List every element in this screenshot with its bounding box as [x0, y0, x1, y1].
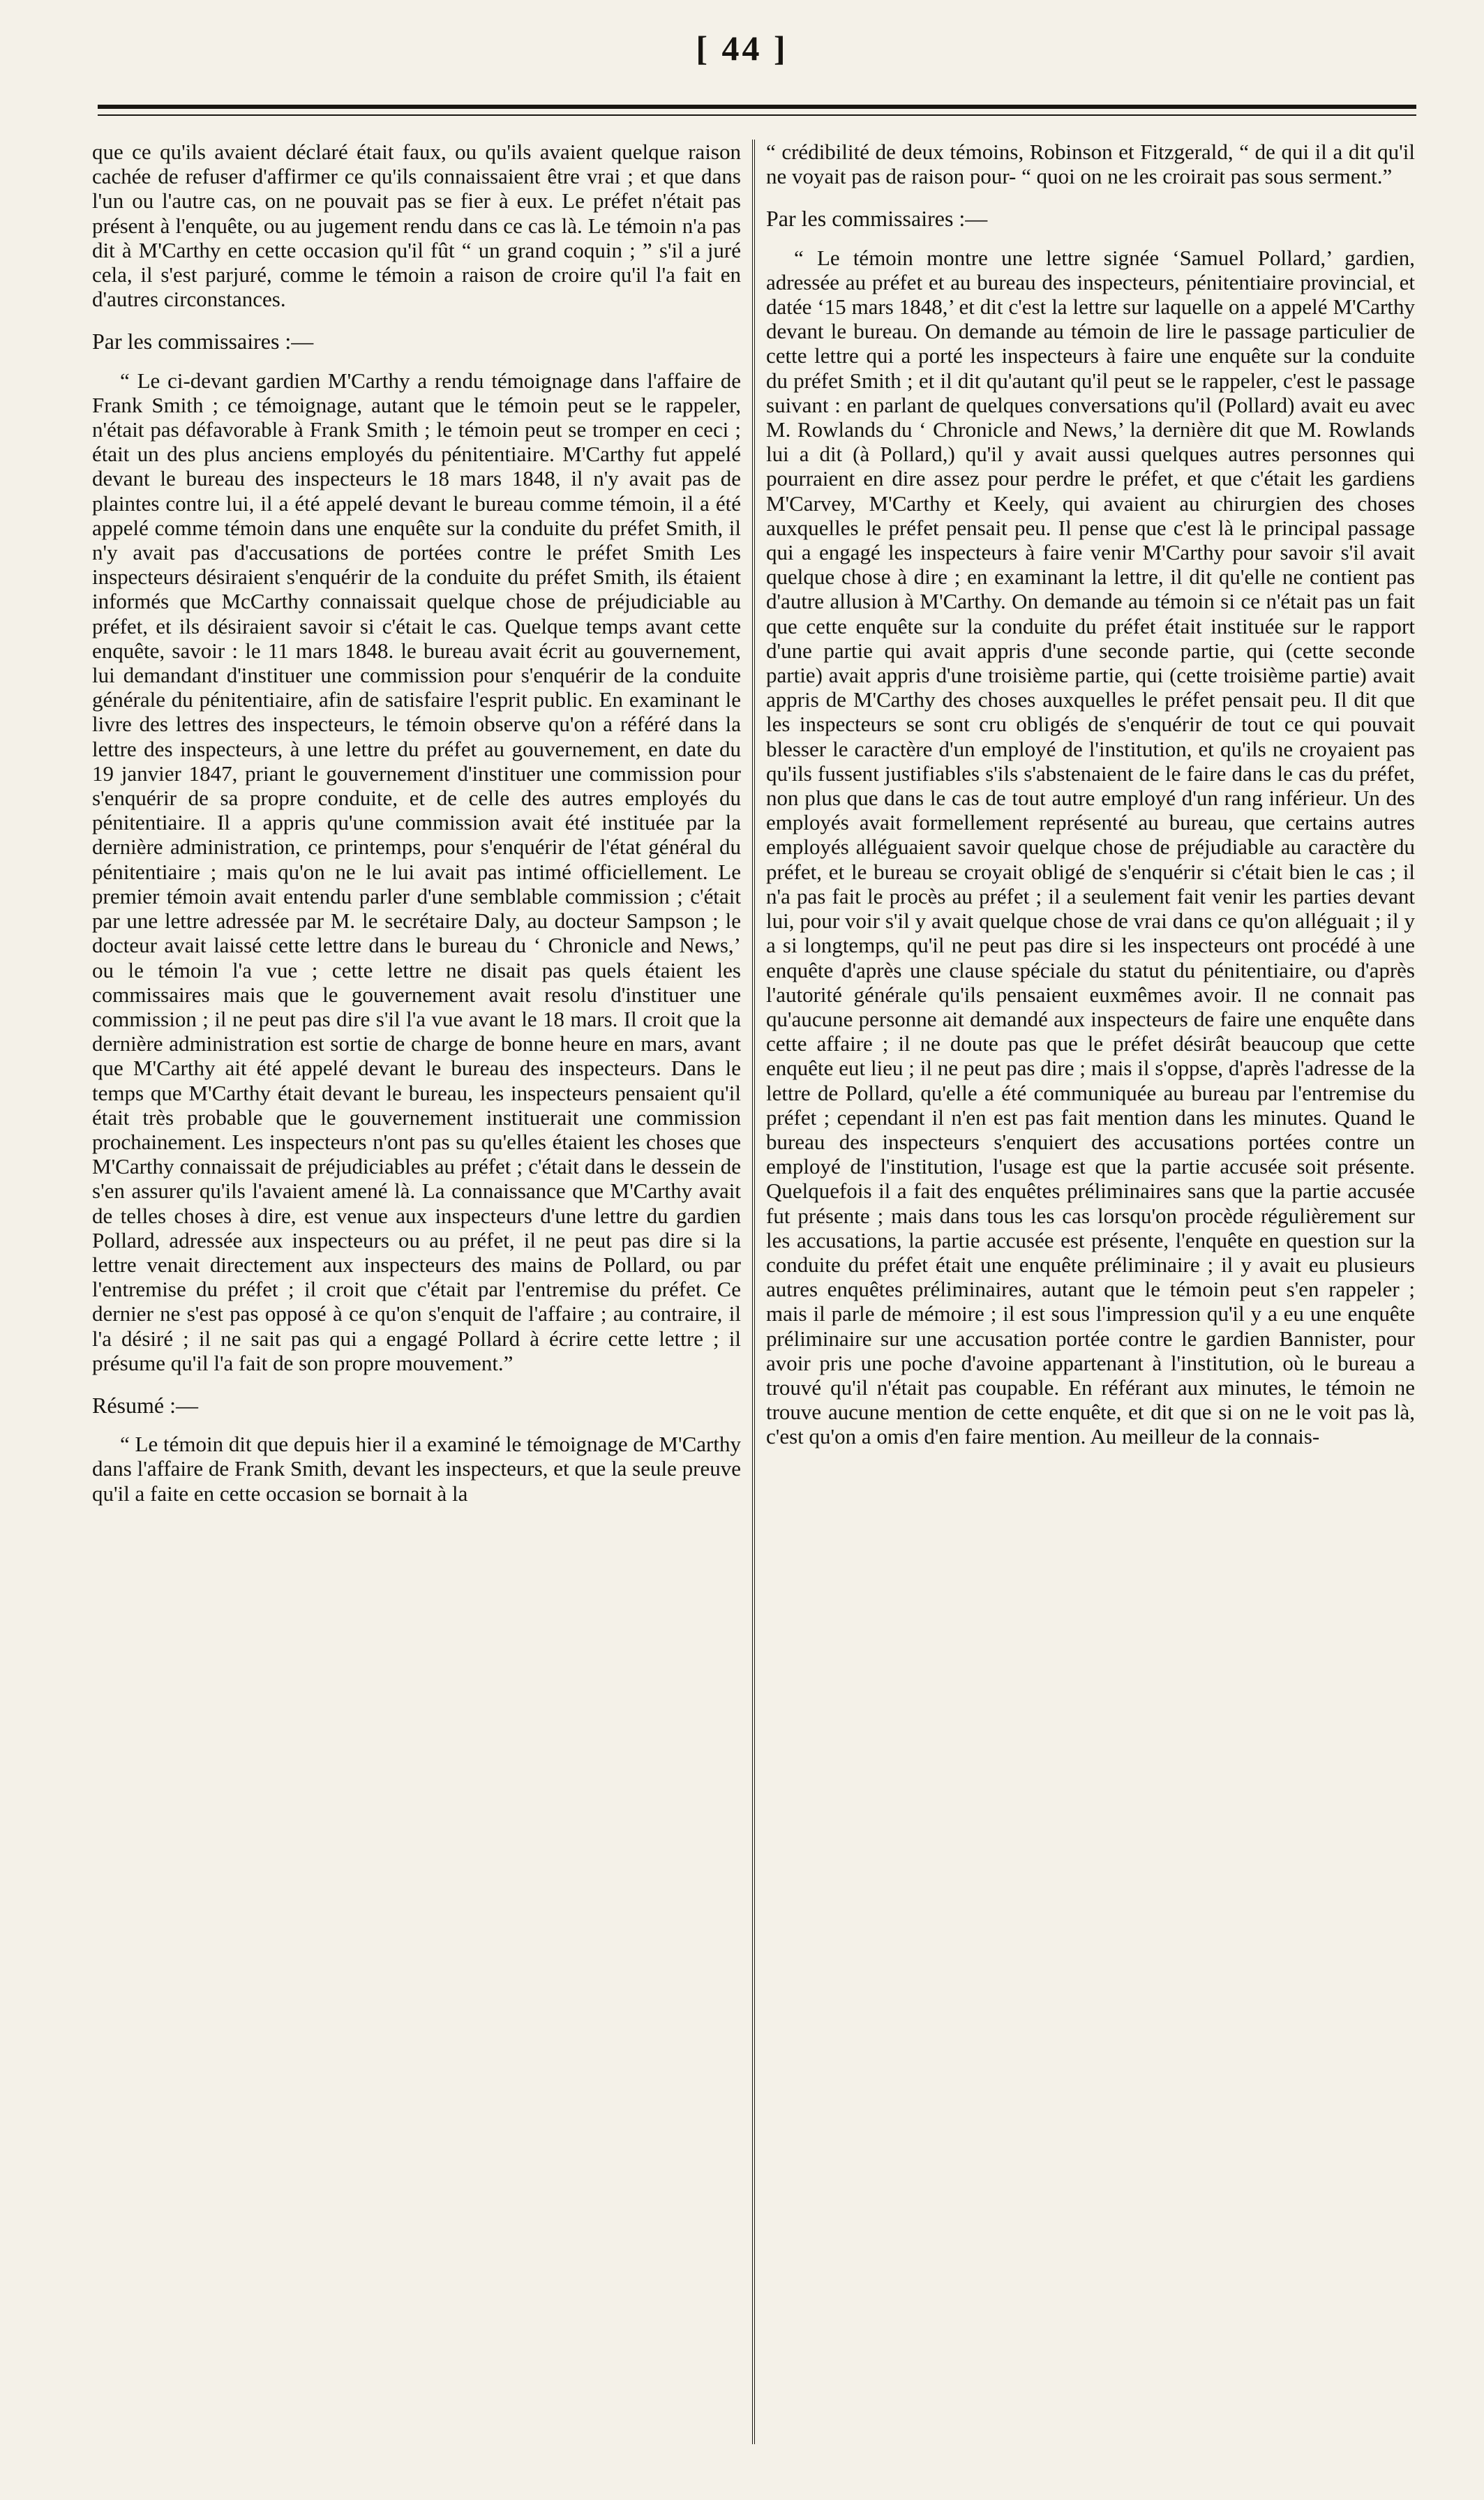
paragraph: “ crédibilité de deux témoins, Robinson et Fitzgerald, “ de qui il a dit qu'il ne voyait pas de raison pour- “ quoi on ne les croirait pas sous serment.”	[766, 140, 1415, 189]
paragraph: que ce qu'ils avaient déclaré était faux, ou qu'ils avaient quelque raison cachée de refuser d'affirmer ce qu'ils connaissaient être vrai ; et que dans l'un ou l'autre cas, on ne pouvait pas se fier à eux. Le préfet n'était pas présent à l'enquête, ou au jugement rendu dans ce cas là. Le témoin n'a pas dit à M'Carthy en cette occasion qu'il fût “ un grand coquin ; ” s'il a juré cela, il s'est parjuré, comme le témoin a raison de croire qu'il l'a fait en d'autres circonstances.	[92, 140, 741, 312]
right-column	[766, 140, 1415, 2444]
quoted-testimony: “ Le ci-devant gardien M'Carthy a rendu témoignage dans l'affaire de Frank Smith ; ce témoignage, autant que le témoin peut se le rappeler, n'était pas défavorable à Frank Smith ; le témoin peut se tromper en ceci ; était un des plus anciens employés du pénitentiaire. M'Carthy fut appelé devant le bureau des inspecteurs le 18 mars 1848, il n'y avait pas de plaintes contre lui, il a été appelé devant le bureau comme témoin, il a été appelé comme témoin dans une enquête sur la conduite du préfet Smith, il n'y avait pas d'accusations de portées contre le préfet Smith Les inspecteurs désiraient s'enquérir de la conduite du préfet Smith, ils étaient informés que McCarthy connaissait quelque chose de préjudiciable au préfet, et ils désiraient savoir si c'était le cas. Quelque temps avant cette enquête, savoir : le 11 mars 1848. le bureau avait écrit au gouvernement, lui demandant d'instituer une commission pour s'enquérir de la conduite générale du pénitentiaire, afin de satisfaire l'esprit public. En examinant le livre des lettres des inspecteurs, le témoin observe qu'on a référé dans la lettre des inspecteurs, à une lettre du préfet au gouvernement, en date du 19 janvier 1847, priant le gouvernement d'instituer une commission pour s'enquérir de sa propre conduite, et de celle des autres employés du pénitentiaire. Il a appris qu'une commission avait été instituée par la dernière administration, ce printemps, pour s'enquérir de l'état général du pénitentiaire ; mais qu'on ne le lui avait pas intimé officiellement. Le premier témoin avait entendu parler d'une semblable commission ; c'était par une lettre adressée par M. le secrétaire Daly, au docteur Sampson ; le docteur avait laissé cette lettre dans le bureau du ‘ Chronicle and News,’ ou le témoin l'a vue ; cette lettre ne disait pas quels étaient les commissaires mais que le gouvernement avait resolu d'instituer une commission ; il ne peut pas dire s'il l'a vue avant le 18 mars. Il croit que la dernière administration est sortie de charge de bonne heure en mars, avant que M'Carthy ait été appelé devant le bureau des inspecteurs. Dans le temps que M'Carthy était devant le bureau, les inspecteurs pensaient qu'il était très probable que le gouvernement instituerait une commission prochainement. Les inspecteurs n'ont pas su qu'elles étaient les choses que M'Carthy connaissait de préjudiciables au préfet ; c'était dans le dessein de s'en assurer qu'ils l'avaient amené là. La connaissance que M'Carthy avait de telles choses à dire, est venue aux inspecteurs d'une lettre du gardien Pollard, adressée aux inspecteurs ou au préfet, il ne peut pas dire si la lettre venait directement aux inspecteurs des mains de Pollard, ou par l'entremise du préfet ; il croit que c'était par l'entremise du préfet. Ce dernier ne s'est pas opposé à ce qu'on s'enquit de l'affaire ; au contraire, il l'a désiré ; il ne sait pas qui a engagé Pollard à écrire cette lettre ; il présume qu'il l'a fait de son propre mouvement.”	[92, 368, 741, 1375]
section-heading: Résumé :—	[92, 1392, 198, 1418]
quoted-testimony: “ Le témoin montre une lettre signée ‘Samuel Pollard,’ gardien, adressée au préfet et au bureau des inspecteurs, pénitentiaire provincial, et datée ‘15 mars 1848,’ et dit c'est la lettre sur laquelle on a appelé M'Carthy devant le bureau. On demande au témoin de lire le passage particulier de cette lettre qui a porté les inspecteurs à faire une enquête sur la conduite du préfet Smith ; et il dit qu'autant qu'il peut se le rappeler, c'est le passage suivant : en parlant de quelques conversations qu'il (Pollard) avait eu avec M. Rowlands du ‘ Chronicle and News,’ la dernière dit que M. Rowlands lui a dit (à Pollard,) qu'il y avait aussi quelques autres personnes qui pourraient en dire assez pour perdre le préfet, et que c'était les gardiens M'Carvey, M'Carthy et Keely, qui avaient au chirurgien des choses auxquelles le préfet pensait peu. Il pense que c'est là le principal passage qui a engagé les inspecteurs à faire venir M'Carthy pour savoir s'il avait quelque chose à dire ; en examinant la lettre, il dit qu'elle ne contient pas d'autre allusion à M'Carthy. On demande au témoin si ce n'était pas un fait que cette enquête sur la conduite du préfet était instituée sur le rapport d'une partie qui avait appris d'une seconde partie, qui (cette seconde partie) avait appris d'une troisième partie, qui (cette troisième partie) avait appris de M'Carthy des choses auxquelles le préfet pensait peu. Il dit que les inspecteurs se sont cru obligés de s'enquérir de tout ce qui pouvait blesser le caractère d'un employé de l'institution, et qu'ils ne croyaient pas qu'ils fussent justifiables s'ils s'abstenaient de le faire dans le cas du préfet, non plus que dans le cas de tout autre employé d'un rang inférieur. Un des employés avait formellement représenté au bureau, que certains autres employés alléguaient savoir quelque chose de préjudiable au caractère du préfet, et le bureau se croyait obligé de s'enquérir si c'était bien le cas ; il n'a pas fait le procès au préfet ; il a seulement fait venir les parties devant lui, pour voir s'il y avait quelque chose de vrai dans ce qu'on alléguait ; il y a si longtemps, qu'il ne peut pas dire si les inspecteurs ont procédé à une enquête d'après une clause spéciale du statut du pénitentiaire, ou d'après l'autorité générale qu'ils pensaient euxmêmes avoir. Il ne connait pas qu'aucune personne ait demandé aux inspecteurs de faire une enquête dans cette affaire ; il ne doute pas que le préfet désirât beaucoup que cette enquête eut lieu ; il ne peut pas dire ; mais il s'oppse, d'après l'adresse de la lettre de Pollard, qu'elle a été communiquée au bureau par l'entremise du préfet ; cependant il n'en est pas fait mention dans les minutes. Quand le bureau des inspecteurs s'enquiert des accusations portées contre un employé de l'institution, l'usage est que la partie accusée soit présente. Quelquefois il a fait des enquêtes préliminaires sans que la partie accusée fut présente ; mais dans tous les cas lorsqu'on procède régulièrement sur les accusations, la partie accusée est présente, l'enquête en question sur la conduite du préfet était une enquête préliminaire ; il y avait eu plusieurs autres enquêtes préliminaires, autant que le témoin peut s'en rappeler ; mais il parle de mémoire ; il est sous l'impression qu'il y a eu une enquête préliminaire sur une accusation portée contre le gardien Bannister, pour avoir pris une poche d'avoine appartenant à l'institution, où le bureau a trouvé qu'il n'était pas coupable. En référant aux minutes, le témoin ne trouve aucune mention de cette enquête, et dit que si on ne le voit pas là, c'est qu'on a omis d'en faire mention. Au meilleur de la connais-	[766, 245, 1415, 1449]
quoted-testimony: “ Le témoin dit que depuis hier il a examiné le témoignage de M'Carthy dans l'affaire de Frank Smith, devant les inspecteurs, et que la seule preuve qu'il a faite en cette occasion se bornait à la	[92, 1432, 741, 1506]
left-column	[92, 140, 741, 2444]
column-divider	[752, 140, 755, 2444]
section-heading: Par les commissaires :—	[92, 329, 314, 354]
section-heading: Par les commissaires :—	[766, 206, 988, 232]
page-number: [ 44 ]	[696, 29, 788, 68]
header-rule	[98, 105, 1416, 116]
